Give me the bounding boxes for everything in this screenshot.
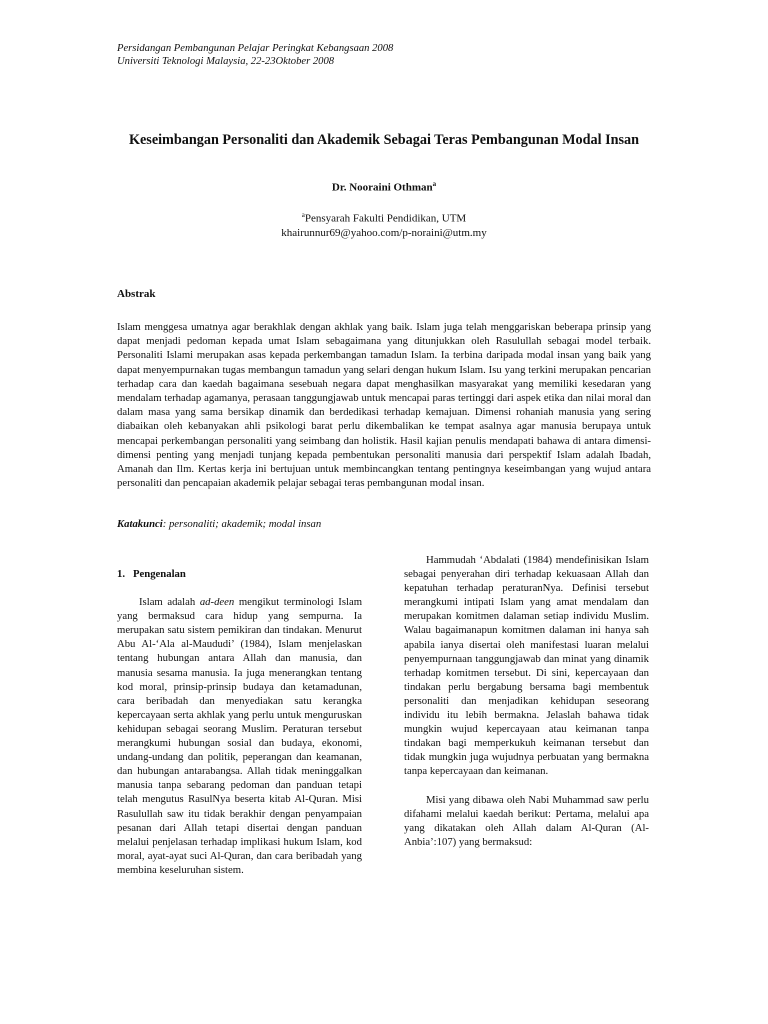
author-name: Dr. Nooraini Othman	[331, 181, 433, 194]
section-number: 1.	[117, 568, 126, 580]
intro-paragraph-1	[117, 595, 362, 877]
intro-text-rest: mengikut terminologi Islam yang bermaksud cara hidup yang sempurna. Ia merupakan satu sistem pemikiran dan tindakan. Menurut Abu Al-‘Ala al-Maududi’ (1984), Islam menjelaskan tentang hubungan antara Allah dan manusia, dan manusia sesama manusia. Ia juga menerangkan tentang kod moral, prinsip-prinsip budaya dan ketamadunan, cara beribadah dan menyediakan satu kerangka kepercayaan serta akhlak yang perlu untuk menguruskan kehidupan sebagai seorang Muslim. Peraturan tersebut merangkumi hubungan sosial dan budaya, ekonomi, undang-undang dan politik, peperangan dan keamanan, dan hubungan antarabangsa. Allah tidak meninggalkan manusia tanpa sebarang pedoman dan panduan tetapi telah mengutus RasulNya beserta kitab Al-Quran. Misi Rasulullah saw itu tidak berakhir dengan penyampaian pesanan dari Allah tetapi disertai dengan panduan melalui penjelasan terhadap implikasi hukum Islam, kod moral, ayat-ayat suci Al-Quran, dan cara beribadah yang membina keseluruhan sistem.	[117, 596, 363, 876]
conference-venue: Universiti Teknologi Malaysia, 22-23Oktober 2008	[117, 56, 335, 67]
keywords-label: Katakunci	[117, 518, 163, 530]
abstract-body: Islam menggesa umatnya agar berakhlak dengan akhlak yang baik. Islam juga telah menggariskan beberapa prinsip yang dapat menjadi pedoman kepada umat Islam sebagaimana yang ditunjukkan oleh Rasulullah sebagai model terbaik. Personaliti Islami merupakan asas kepada perkembangan tamadun Islam. Ia terbina daripada modal insan yang baik yang dapat menyempurnakan tugas membangun tamadun yang selari dengan hukum Islam. Isu yang terkini merupakan pencarian terhadap cara dan kaedah bagaimana sesebuah negara dapat menghasilkan masyarakat yang memiliki kesedaran yang mendalam terhadap agamanya, perasaan tanggungjawab untuk mencapai paras tertinggi dari aspek etika dan nilai moral dan dalam masa yang sama bersikap dinamik dan berdedikasi terhadap kemajuan. Dimensi rohaniah manusia yang sering diabaikan oleh kebanyakan ahli psikologi barat perlu dikembalikan ke tempat asalnya agar manusia berupaya untuk mencapai perkembangan personaliti yang seimbang dan holistik. Hasil kajian penulis mendapati bahawa di antara dimensi-dimensi penting yang menjadi tunjang kepada pembentukan personaliti manusia dari perspektif Islam adalah Ibadah, Amanah dan Ilm. Kertas kerja ini bertujuan untuk membincangkan tentang pentingnya keseimbangan yang wujud antara personaliti dan pencapaian akademik pelajar sebagai teras pembangunan modal insan.	[117, 321, 651, 490]
section-title: Pengenalan	[133, 568, 186, 580]
intro-paragraph-2: Hammudah ‘Abdalati (1984) mendefinisikan Islam sebagai penyerahan diri terhadap kekuasaan Allah dan kepatuhan terhadap peraturanNya. Definisi tersebut merangkumi intipati Islam yang amat mendalam dan merupakan komitmen dalaman setiap individu Muslim. Walau bagaimanapun komitmen dalaman ini hanya sah apabila ianya disertai oleh manifestasi luaran melalui penyempurnaan tanggungjawab dan minat yang dinamik terhadap komitmen tersebut. Di sini, kepercayaan dan tindakan perlu bergabung bersama bagi membentuk personaliti dan menjadikan kehidupan seseorang individu itu lebih bermakna. Jelaslah bahawa tidak mungkin wujud kepercayaan atau keimanan tanpa tindakan bagi memperkukuh keimanan tersebut dan tidak mungkin juga wujudnya perbuatan yang bermakna tanpa kepercayaan dan keimanan.	[404, 554, 649, 778]
intro-text-start: Islam adalah	[139, 596, 200, 609]
intro-paragraph-3: Misi yang dibawa oleh Nabi Muhammad saw perlu difahami melalui kaedah berikut: Pertama, melalui apa yang dikatakan oleh Allah dalam Al-Quran (Al-Anbia’:107) yang bermaksud:	[404, 793, 649, 848]
term-ad-deen: ad-deen	[199, 596, 235, 609]
conference-name: Persidangan Pembangunan Pelajar Peringkat Kebangsaan 2008	[117, 43, 394, 54]
affiliation-marker: a	[301, 211, 305, 219]
conference-header	[117, 42, 393, 68]
abstract-heading: Abstrak	[117, 288, 156, 300]
affiliation	[0, 208, 768, 240]
paper-title: Keseimbangan Personaliti dan Akademik Sebagai Teras Pembangunan Modal Insan	[128, 132, 640, 148]
affiliation-text: Pensyarah Fakulti Pendidikan, UTM	[304, 212, 467, 225]
author-affiliation-marker: a	[432, 180, 437, 188]
author-line	[0, 180, 768, 194]
author-email: khairunnur69@yahoo.com/p-noraini@utm.my	[281, 226, 487, 239]
section-heading	[117, 567, 362, 581]
keywords	[117, 518, 321, 530]
keywords-values: : personaliti; akademik; modal insan	[162, 518, 322, 530]
left-column	[117, 567, 362, 891]
right-column	[404, 553, 649, 863]
